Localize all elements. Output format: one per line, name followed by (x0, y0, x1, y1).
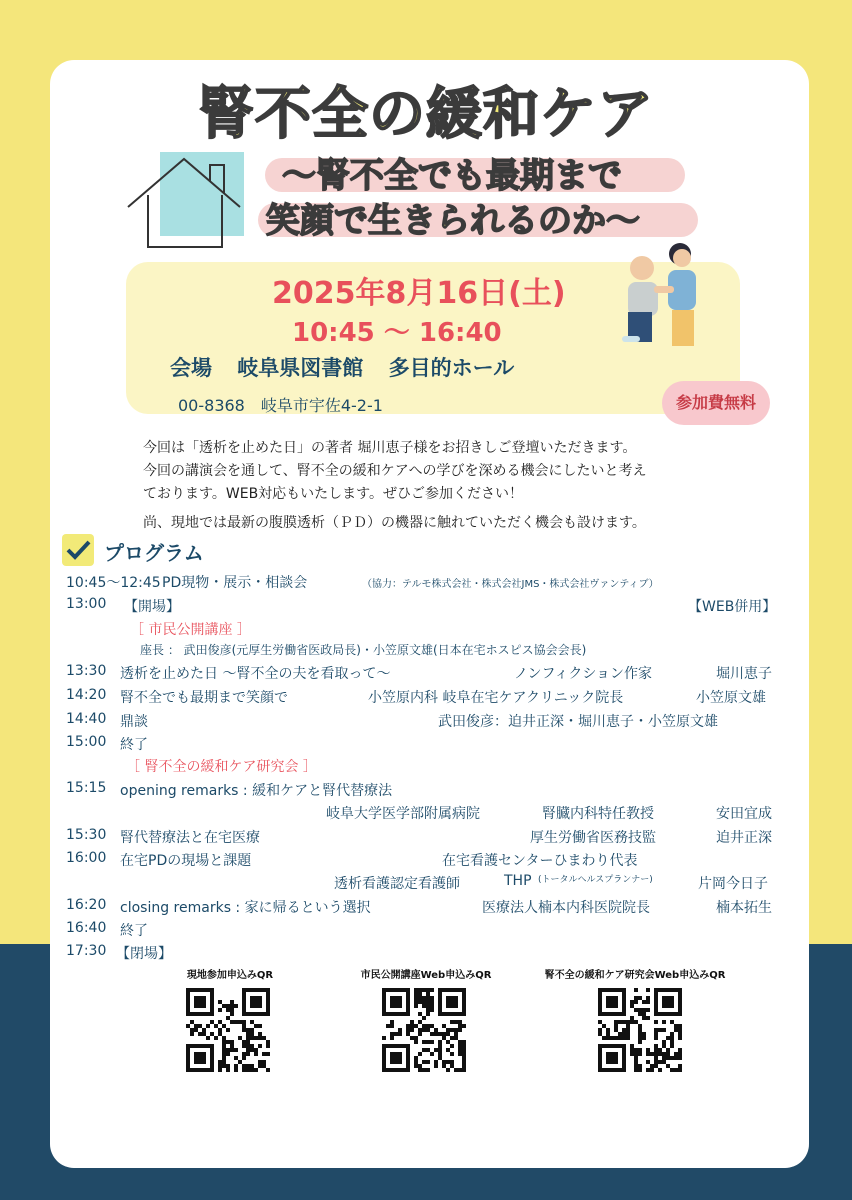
row-title: opening remarks : 緩和ケアと腎代替療法 (120, 783, 393, 799)
row-right: 【WEB併用】 (688, 599, 777, 615)
program-row (66, 663, 786, 686)
row-mid2: 腎臓内科特任教授 (542, 806, 654, 822)
row-title: 終了 (120, 923, 148, 939)
subtitle-line-2: 笑顔で生きられるのか〜 (266, 201, 640, 241)
row-title: 透析を止めた日 〜腎不全の夫を看取って〜 (120, 666, 391, 682)
intro-line-4: 尚、現地では最新の腹膜透析（ＰＤ）の機器に触れていただく機会も設けます。 (143, 515, 646, 531)
row-right: 武田俊彦：迫井正深・堀川恵子・小笠原文雄 (438, 714, 718, 730)
row-time: 16:00 (66, 850, 107, 866)
row-time: 10:45〜12:45 (66, 575, 161, 591)
row-mid: 岐阜大学医学部附属病院 (326, 806, 480, 822)
program-row (66, 827, 786, 850)
event-venue: 会場 岐阜県図書館 多目的ホール (170, 356, 515, 380)
row-mid: 在宅看護センターひまわり代表 (442, 853, 638, 869)
program-row (66, 734, 786, 757)
qr-code-research[interactable] (598, 988, 686, 1078)
row-time: 13:30 (66, 663, 107, 679)
row-mid: 小笠原内科 岐阜在宅ケアクリニック院長 (368, 690, 624, 706)
qr-label-onsite: 現地参加申込みQR (186, 970, 274, 981)
program-row (66, 711, 786, 734)
house-icon (126, 155, 246, 255)
program-row (66, 596, 786, 619)
contact-info: お問い合わせ先 小笠原内科・岐阜在宅ケアクリニック Mail：b.ogasaw@orion.ocn.ne.jp/Fax：058-273-6063 (92, 1137, 720, 1151)
row-time: 14:20 (66, 687, 107, 703)
intro-line-1: 今回は「透析を止めた日」の著者 堀川恵子様をお招きしご登壇いただきます。 (143, 440, 637, 456)
row-title: 在宅PDの現場と課題 (120, 853, 252, 869)
row-right: 堀川恵子 (716, 666, 772, 682)
program-row (66, 897, 786, 920)
row-title: 【閉場】 (116, 946, 172, 962)
row-title: 【開場】 (124, 599, 180, 615)
row-time: 16:40 (66, 920, 107, 936)
intro-line-3: ております。WEB対応もいたします。ぜひご参加ください！ (143, 486, 524, 502)
section-research-meeting: ［ 腎不全の緩和ケア研究会 ］ (126, 759, 317, 775)
row-title: 腎代替療法と在宅医療 (120, 830, 260, 846)
row-right: 小笠原文雄 (696, 690, 766, 706)
row-mid: 透析看護認定看護師 (334, 876, 460, 892)
program-row (66, 687, 786, 710)
row-mid: ノンフィクション作家 (514, 666, 653, 682)
row-time: 15:30 (66, 827, 107, 843)
chairperson-line: 座長 ： 武田俊彦(元厚生労働省医政局長)・小笠原文雄(日本在宅ホスピス協会会長) (140, 643, 587, 657)
free-admission-badge: 参加費無料 (662, 381, 770, 425)
row-time: 14:40 (66, 711, 107, 727)
qr-code-onsite[interactable] (186, 988, 274, 1078)
qr-code-public-lecture[interactable] (382, 988, 470, 1078)
qr-label-research: 腎不全の緩和ケア研究会Web申込みQR (544, 970, 726, 981)
row-mid: 厚生労働省医務技監 (530, 830, 656, 846)
program-row (66, 780, 786, 803)
row-time: 16:20 (66, 897, 107, 913)
caregiver-illustration (614, 240, 710, 352)
event-date: 2025年8月16日(土) (272, 276, 566, 311)
program-row (66, 572, 786, 595)
row-right: 片岡今日子 (698, 876, 768, 892)
co-sponsors: 共催：日本在宅ホスピス協会 岐阜県在宅療養支援医協会 株式会社ヴァンティブ (140, 1086, 657, 1102)
event-address: 00-8368 岐阜市宇佐4-2-1 (178, 396, 383, 415)
checkmark-icon (62, 534, 94, 566)
supporters: 後援：岐阜県医師会 岐阜市医師会 (140, 1109, 364, 1125)
row-note: (トータルヘルスプランナー) (538, 875, 653, 885)
page-title: 腎不全の緩和ケア (198, 82, 654, 147)
row-title: closing remarks : 家に帰るという選択 (120, 900, 371, 916)
row-time: 13:00 (66, 596, 107, 612)
row-note: （協力：テルモ株式会社・株式会社JMS・株式会社ヴァンティブ） (362, 579, 659, 590)
row-title: PD現物・展示・相談会 (162, 575, 308, 591)
row-time: 17:30 (66, 943, 107, 959)
row-right: 楠本拓生 (716, 900, 772, 916)
row-right: 迫井正深 (716, 830, 772, 846)
section-public-lecture: ［ 市民公開講座 ］ (130, 622, 251, 638)
event-time: 10:45 〜 16:40 (292, 318, 502, 348)
row-title: 終了 (120, 737, 148, 753)
row-title: 腎不全でも最期まで笑顔で (120, 690, 288, 706)
program-row (66, 943, 786, 966)
program-row (66, 920, 786, 943)
row-time: 15:15 (66, 780, 107, 796)
qr-label-public-lecture: 市民公開講座Web申込みQR (360, 970, 492, 981)
program-heading: プログラム (104, 541, 204, 565)
row-mid2: THP (504, 873, 532, 889)
row-title: 鼎談 (120, 714, 148, 730)
row-right: 安田宜成 (716, 806, 772, 822)
program-row (66, 850, 786, 873)
subtitle-line-1: 〜腎不全でも最期まで (282, 156, 622, 196)
intro-line-2: 今回の講演会を通して、腎不全の緩和ケアへの学びを深める機会にしたいと考え (143, 463, 647, 479)
row-mid: 医療法人楠本内科医院院長 (482, 900, 650, 916)
program-row-continued (66, 803, 786, 826)
program-row-continued (66, 873, 786, 896)
row-time: 15:00 (66, 734, 107, 750)
